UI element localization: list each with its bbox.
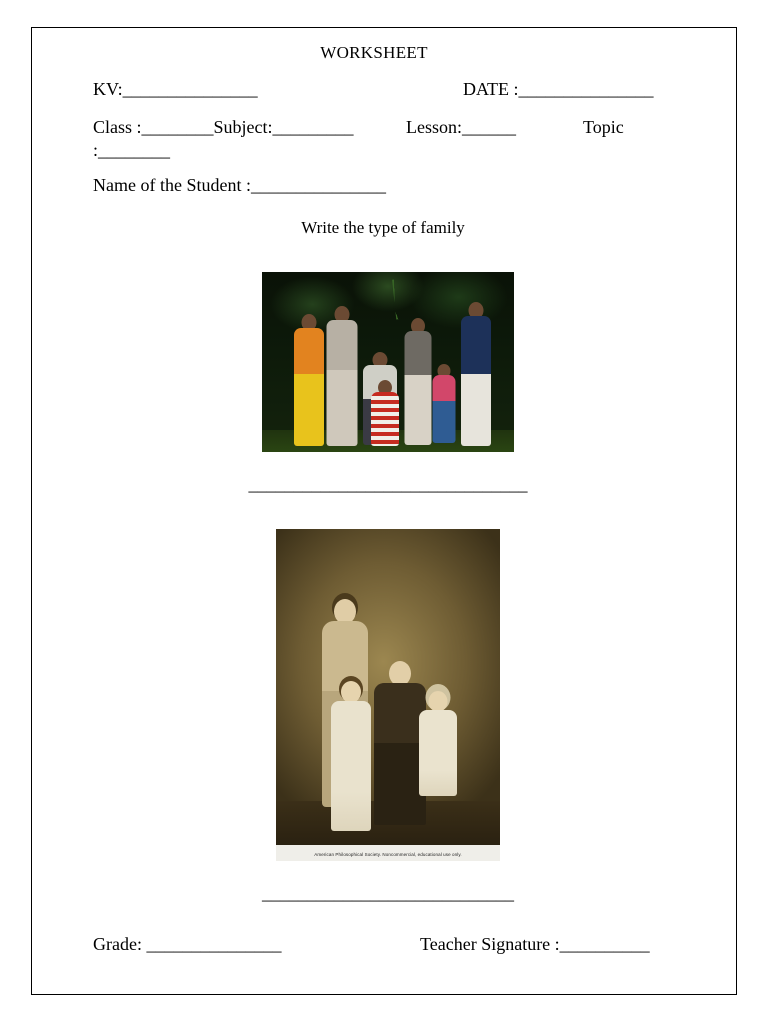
teacher-signature-field[interactable]: Teacher Signature :__________: [420, 934, 650, 954]
person-figure: [458, 302, 494, 444]
person-figure: [328, 681, 374, 831]
student-name-field[interactable]: Name of the Student :_______________: [93, 174, 386, 195]
page-title: WORKSHEET: [320, 43, 428, 62]
joint-family-photo: [262, 272, 514, 452]
person-figure: [416, 691, 460, 795]
palm-leaf-shape: [392, 272, 466, 319]
person-figure: [430, 364, 458, 444]
kv-date-row: [48, 77, 728, 101]
kv-field[interactable]: KV:_______________: [93, 79, 258, 99]
answer-line-1-text: _______________________________: [248, 473, 528, 494]
photo2-caption: American Philosophical Society. Noncommercial, educational use only.: [314, 851, 462, 857]
person-figure: [324, 306, 360, 444]
topic-field[interactable]: :________: [93, 139, 171, 160]
worksheet-footer: [48, 934, 728, 955]
worksheet-content: [48, 27, 728, 995]
topic-label: Topic: [583, 117, 624, 138]
grade-field[interactable]: Grade: _______________: [93, 934, 282, 954]
class-subject-row: [48, 115, 728, 139]
instruction-text: Write the type of family: [301, 217, 465, 237]
date-field[interactable]: DATE :_______________: [463, 79, 654, 99]
person-figure: [368, 380, 402, 446]
answer-line-1[interactable]: [48, 474, 728, 495]
nuclear-family-photo: [276, 529, 500, 861]
answer-line-2[interactable]: [48, 883, 728, 904]
person-figure: [292, 314, 326, 444]
lesson-field[interactable]: Lesson:______: [406, 117, 516, 138]
answer-line-2-text: ____________________________: [262, 882, 514, 903]
class-subject-field[interactable]: Class :________Subject:_________: [93, 117, 354, 138]
